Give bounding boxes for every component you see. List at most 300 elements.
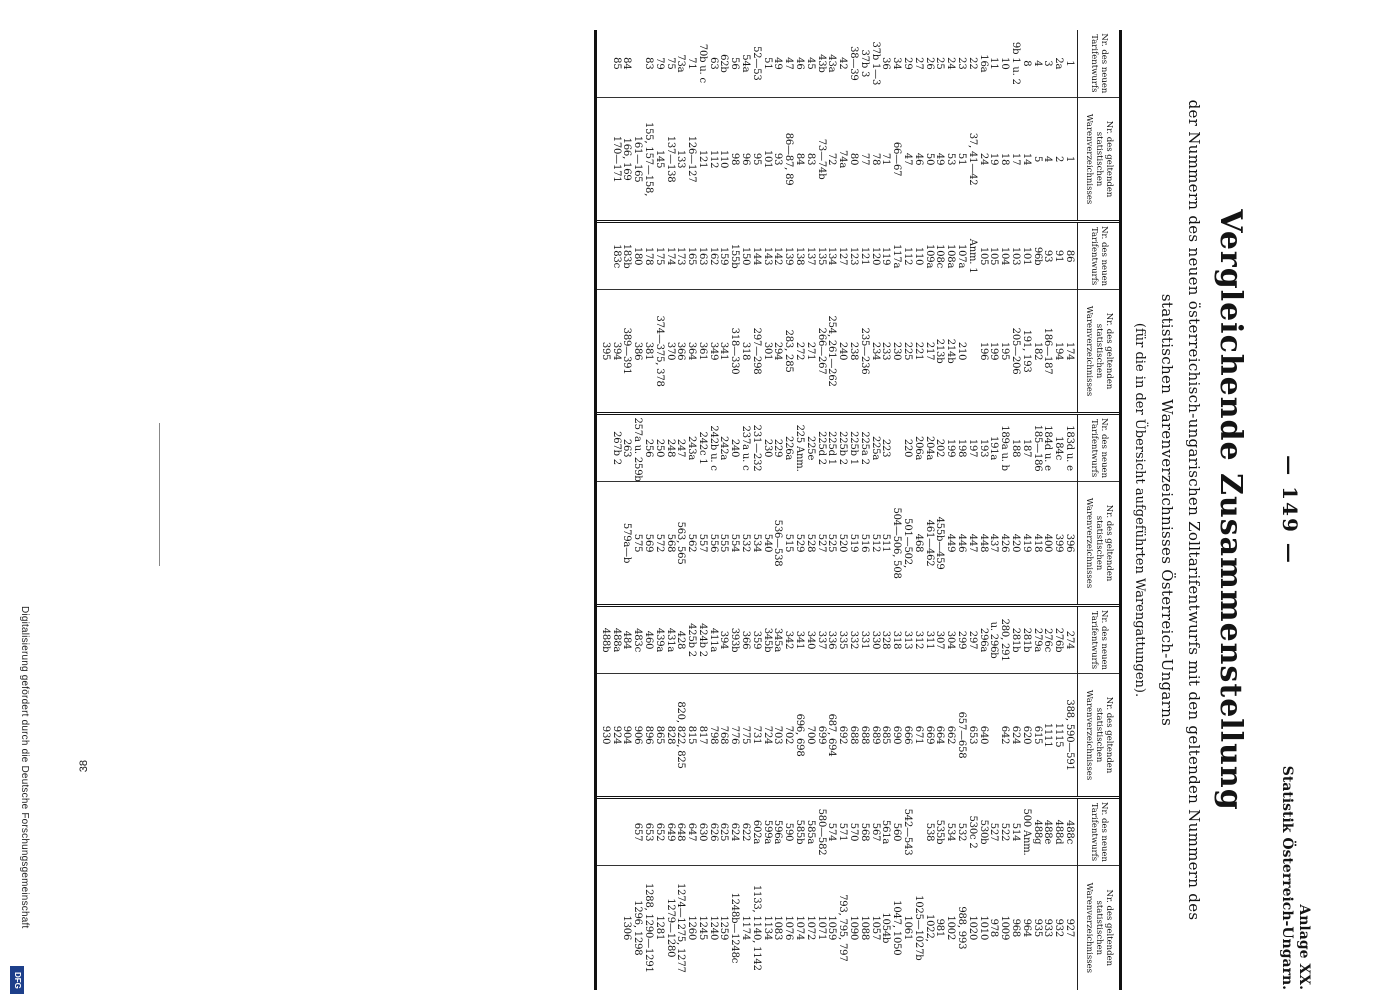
table-cell: 237a u. c (740, 425, 752, 471)
table-cell: 556 (707, 533, 719, 553)
scan-divider-line (159, 423, 160, 566)
page-subtitle: der Nummern des neuen österreichisch-ungarischen Zolltarifentwurfs mit den geltenden Nummern des statistischen Warenverzeichnisses Österreich-Ungarns (1158, 99, 1203, 921)
table-cell: 26 (923, 57, 935, 70)
table-cell: 103 (1010, 246, 1022, 266)
table-cell: 1279—1280 (664, 898, 676, 958)
table-cell: 221 (912, 341, 924, 361)
table-cell: 395 (599, 341, 611, 361)
table-cell: 527 (815, 533, 827, 553)
table-cell (988, 676, 999, 795)
table-cell: 630 (696, 822, 708, 842)
table-cell: 488c (1064, 820, 1075, 844)
table-cell: 820, 822, 825 (675, 701, 687, 769)
table-cell: 596a (772, 819, 784, 845)
table-cell: 183b (621, 243, 633, 269)
table-cell: 263 (621, 438, 633, 458)
table-cell: 225b 1 (848, 431, 860, 465)
header-tarif: Nr. des neuen Tarifentwurfs (1078, 222, 1120, 289)
table-cell: 195 (999, 341, 1011, 361)
table-cell: 535b (934, 819, 946, 845)
table-cell: 225e (804, 435, 816, 461)
table-cell: 280, 291 (999, 618, 1011, 662)
table-cell: 1072 (804, 915, 816, 941)
table-cell: 112 (902, 246, 914, 266)
table-cell: 522 (999, 822, 1011, 842)
table-cell: 126—127 (686, 135, 698, 183)
annex-subtitle: Statistik Österreich-Ungarn. (1279, 765, 1295, 990)
table-cell: 182 (1031, 341, 1043, 361)
table-cell: 331 (858, 630, 870, 650)
table-cell: 78 (869, 152, 881, 166)
table-cell: 46 (794, 57, 806, 70)
table-cell: 571 (837, 822, 849, 842)
table-cell: 488b (599, 627, 611, 653)
table-cell: 4 (1042, 156, 1054, 163)
table-cell: 230 (891, 341, 903, 361)
annex-label (1278, 766, 1312, 990)
table-cell: 437 (988, 533, 1000, 553)
table-cell: 624 (1010, 725, 1022, 745)
table-cell: 640 (977, 725, 989, 745)
table-cell: 424b 2 (696, 623, 708, 657)
table-cell: 1134 (761, 915, 773, 941)
table-cell: 557 (696, 533, 708, 553)
table-cell: 1010 (977, 915, 989, 941)
table-cell: 930 (599, 725, 611, 745)
table-cell: 183d u. e (1064, 425, 1075, 471)
table-cell: 150 (740, 246, 752, 266)
header-statistik: Nr. des geltenden statistischen Warenverzeichnisses (1078, 289, 1120, 414)
table-cell: 225d 2 (815, 431, 827, 465)
table-cell: 488d (1053, 819, 1065, 845)
table-cell: 166, 169 (621, 137, 633, 181)
table-cell: 189a u. b (999, 425, 1011, 471)
table-cell: 161—165 (632, 135, 644, 183)
table-cell: 1245 (696, 915, 708, 941)
table-cell: 178 (642, 246, 654, 266)
table-cell: 400 (1042, 533, 1054, 553)
table-cell: 364 (686, 341, 698, 361)
table-cell: 504—506, 508 (891, 507, 903, 579)
table-cell: 569 (642, 533, 654, 553)
table-cell: 439a (653, 627, 665, 653)
table-cell: 1260 (686, 915, 698, 941)
table-cell: 968 (1010, 918, 1022, 938)
table-cell: 101 (761, 149, 773, 169)
dfg-logo-icon: DFG (10, 966, 24, 994)
table-cell: 388, 590—591 (1064, 699, 1075, 771)
table-cell: 1083 (772, 915, 784, 941)
table-cell: 155b (729, 243, 741, 269)
table-cell: 117a (891, 243, 903, 269)
table-cell: 43b (815, 54, 827, 73)
table-cell: 924 (610, 725, 622, 745)
table-cell: 72 (826, 152, 838, 166)
column-statistik (597, 865, 1078, 990)
column-tarif (597, 222, 1078, 289)
table-cell: 266—267 (815, 327, 827, 375)
table-cell: 254, 261—262 (826, 315, 838, 387)
table-cell: 272 (794, 341, 806, 361)
table-cell: 345b (761, 627, 773, 653)
table-cell: 426 (999, 533, 1011, 553)
table-cell: 108a (945, 243, 957, 269)
table-cell: 107a (956, 243, 968, 269)
table-cell: 1088 (858, 915, 870, 941)
table-cell: 687, 694 (826, 713, 838, 757)
table-cell: 1306 (621, 915, 633, 941)
table-cell: 1074 (794, 915, 806, 941)
table-cell: 95 (750, 152, 762, 166)
table-cell: 568 (858, 822, 870, 842)
table-cell: 186—187 (1042, 327, 1054, 375)
table-cell: 96b (1031, 246, 1043, 266)
table-cell: 47 (783, 57, 795, 70)
table-cell: 248 (664, 438, 676, 458)
table-cell: 1057 (869, 915, 881, 941)
table-cell: 22 (966, 57, 978, 70)
table-cell: 460 (642, 630, 654, 650)
table-cell: 399 (1053, 533, 1065, 553)
table-cell: 532 (956, 822, 968, 842)
table-cell: 311 (923, 630, 935, 650)
table-cell: 1259 (718, 915, 730, 941)
table-cell: 560 (891, 822, 903, 842)
table-cell: 296a (977, 627, 989, 653)
table-cell: 906 (632, 725, 644, 745)
table-cell: 516 (858, 533, 870, 553)
table-cell: 9b 1 u. 2 (1010, 41, 1022, 85)
table-cell: 188 (1010, 438, 1022, 458)
table-cell: 71 (880, 152, 892, 166)
comparison-table-frame (594, 30, 1122, 990)
table-cell: 234 (869, 341, 881, 361)
table-cell: 98 (729, 152, 741, 166)
table-cell: 700 (804, 725, 816, 745)
table-cell: 501—502, (902, 518, 914, 568)
table-cell: 964 (1020, 918, 1032, 938)
table-cell: 359 (750, 630, 762, 650)
table-cell: 137 (804, 246, 816, 266)
table-cell: 225d 1 (826, 431, 838, 465)
table-cell: 173 (675, 246, 687, 266)
table-cell: 1061 (902, 915, 914, 941)
table-cell: u. 296b (988, 621, 1000, 659)
table-cell: 162 (707, 246, 719, 266)
table-cell: 37b 1—3 (869, 41, 881, 86)
table-cell: 202 (934, 438, 946, 458)
table-cell: 279a (1031, 627, 1043, 653)
header-statistik: Nr. des geltenden statistischen Warenverzeichnisses (1078, 97, 1120, 222)
table-cell: 198 (956, 438, 968, 458)
table-cell: 561a (880, 819, 892, 845)
table-cell: 14 (1020, 152, 1032, 166)
table-cell: 267b 2 (610, 431, 622, 465)
table-cell: 134 (826, 246, 838, 266)
table-cell: 206a (912, 435, 924, 461)
table-cell: 199 (988, 341, 1000, 361)
table-cell: 345a (772, 627, 784, 653)
table-cell: 223 (880, 438, 892, 458)
table-cell: 671 (912, 725, 924, 745)
page-number: — 149 — (1278, 455, 1302, 565)
table-cell: 123 (848, 246, 860, 266)
table-cell: 213b (934, 338, 946, 364)
table-cell: 776 (729, 725, 741, 745)
table-cell: 34 (891, 57, 903, 70)
header-statistik: Nr. des geltenden statistischen Warenverzeichnisses (1078, 865, 1120, 990)
table-cell: 896 (642, 725, 654, 745)
table-cell: 144 (750, 246, 762, 266)
table-cell: 431a (664, 627, 676, 653)
table-cell: 1076 (783, 915, 795, 941)
table-cell: 281b (1010, 627, 1022, 653)
table-cell: 933 (1042, 918, 1054, 938)
table-cell: 653 (966, 725, 978, 745)
table-cell: 163 (696, 246, 708, 266)
table-cell: 83 (804, 152, 816, 166)
table-cell: 139 (783, 246, 795, 266)
table-cell: 142 (772, 246, 784, 266)
table-cell: 18 (999, 152, 1011, 166)
table-cell: 84 (794, 152, 806, 166)
table-cell: 828 (664, 725, 676, 745)
table-cell: 10 (999, 57, 1011, 70)
table-cell: 484 (621, 630, 633, 650)
table-cell: 174 (664, 246, 676, 266)
annex-title: Anlage XX. (1296, 904, 1312, 990)
table-cell: 514 (1010, 822, 1022, 842)
table-cell: 52—53 (750, 46, 762, 81)
table-cell: 184d u. e (1042, 425, 1054, 471)
table-cell: 112 (707, 149, 719, 169)
table-cell: 798 (707, 725, 719, 745)
table-cell: 217 (923, 341, 935, 361)
table-cell: 567 (869, 822, 881, 842)
table-cell: 562 (686, 533, 698, 553)
table-cell: 530c 2 (966, 815, 978, 849)
table-cell: 294 (772, 341, 784, 361)
table-cell: 483c (632, 628, 644, 652)
table-cell: 393b (729, 627, 741, 653)
table-cell: 83 (642, 57, 654, 70)
digitization-credit-strip (6, 0, 30, 1000)
table-cell: 579a—b (621, 522, 633, 564)
table-cell: 978 (988, 918, 1000, 938)
table-cell: 538 (923, 822, 935, 842)
table-cell: 932 (1053, 918, 1065, 938)
table-cell: 542—543 (902, 808, 914, 856)
table-cell: 70b u. c (696, 43, 708, 83)
table-cell: 428 (675, 630, 687, 650)
table-cell: 242a (718, 435, 730, 461)
table-cell: 699 (815, 725, 827, 745)
table-cell: 793, 795, 797 (837, 894, 849, 962)
table-cell: 250 (653, 438, 665, 458)
table-cell: 2a (1053, 57, 1065, 70)
table-cell: 370 (664, 341, 676, 361)
table-cell: 775 (740, 725, 752, 745)
table-cell: 37b 3 (858, 49, 870, 78)
table-cell: 197 (966, 438, 978, 458)
table-cell: 93 (1042, 249, 1054, 263)
table-cell: 301 (761, 341, 773, 361)
table-cell: 615 (1031, 725, 1043, 745)
table-cell: 1022, (923, 913, 935, 942)
column-statistik (597, 289, 1078, 414)
page-note: (für die in der Übersicht aufgeführten Warengattungen). (1132, 322, 1147, 698)
table-cell: 536—538 (772, 519, 784, 567)
header-statistik: Nr. des geltenden statistischen Warenverzeichnisses (1078, 673, 1120, 798)
table-cell: 180 (632, 246, 644, 266)
table-cell: 193 (977, 438, 989, 458)
table-cell: 534 (945, 822, 957, 842)
comparison-table (597, 30, 1119, 990)
table-cell: 283, 285 (783, 329, 795, 373)
table-cell: 500 Anm. (1020, 808, 1032, 856)
table-cell: 19 (988, 152, 1000, 166)
table-cell: 91 (1053, 249, 1065, 263)
table-cell: 570 (848, 822, 860, 842)
table-cell: 622 (740, 822, 752, 842)
table-cell: 731 (750, 725, 762, 745)
table-cell: 1 (1064, 156, 1075, 163)
table-cell: 127 (837, 246, 849, 266)
table-cell: 555 (718, 533, 730, 553)
table-cell: 233 (880, 341, 892, 361)
table-cell: 449 (945, 533, 957, 553)
column-statistik (597, 673, 1078, 798)
table-cell: 528 (804, 533, 816, 553)
table-cell: 276c (1042, 628, 1054, 652)
table-cell: 374—375, 378 (653, 315, 665, 387)
table-cell: 685 (880, 725, 892, 745)
column-statistik (597, 97, 1078, 222)
table-cell: 657—658 (956, 711, 968, 759)
table-cell: 62b (718, 54, 730, 73)
table-cell: 394 (610, 341, 622, 361)
table-cell: 575 (632, 533, 644, 553)
table-cell: 307 (934, 630, 946, 650)
table-cell: 585b (794, 819, 806, 845)
table-cell: 328 (880, 630, 892, 650)
table-cell: 381 (642, 341, 654, 361)
table-cell: 238 (848, 341, 860, 361)
table-cell: 25 (934, 57, 946, 70)
table-cell: 419 (1020, 533, 1032, 553)
table-cell: 642 (999, 725, 1011, 745)
table-cell: 1133, 1140, 1142 (750, 884, 762, 971)
table-cell: 119 (880, 246, 892, 266)
table-cell: 225b 2 (837, 431, 849, 465)
table-cell: 199 (945, 438, 957, 458)
table-cell: 191a (988, 435, 1000, 461)
table-cell: 768 (718, 725, 730, 745)
table-cell: 133 (675, 149, 687, 169)
table-cell: 170—171 (610, 135, 622, 183)
table-cell: 73—74b (815, 138, 827, 180)
table-cell: 110 (912, 246, 924, 266)
table-cell: 519 (848, 533, 860, 553)
table-cell: 649 (664, 822, 676, 842)
table-cell: 662 (945, 725, 957, 745)
table-cell: 155, 157—158, (642, 121, 654, 197)
table-cell: 624 (729, 822, 741, 842)
table-cell: 51 (956, 152, 968, 166)
table-cell: 24 (945, 57, 957, 70)
table-cell: 488g (1031, 819, 1043, 845)
header-statistik: Nr. des geltenden statistischen Warenverzeichnisses (1078, 481, 1120, 606)
table-cell: 865 (653, 725, 665, 745)
table-cell: 138 (794, 246, 806, 266)
table-cell: 11 (988, 57, 1000, 70)
table-cell: 337 (815, 630, 827, 650)
column-statistik (597, 481, 1078, 606)
table-cell: 647 (686, 822, 698, 842)
table-cell: 257a u. 259b (632, 417, 644, 482)
table-cell: 318 (740, 341, 752, 361)
table-cell: 1240 (707, 915, 719, 941)
table-cell: 135 (815, 246, 827, 266)
table-cell: 225 (902, 341, 914, 361)
table-cell: 690 (891, 725, 903, 745)
table-cell: 53 (945, 152, 957, 166)
table-cell: 204a (923, 435, 935, 461)
table-cell: 366 (675, 341, 687, 361)
table-cell: 515 (783, 533, 795, 553)
table-header-row (1078, 30, 1120, 990)
page-title: Vergleichende Zusammenstellung (1213, 209, 1248, 811)
table-cell: 1288, 1290—1291 (642, 882, 654, 973)
table-cell: 425b 2 (686, 623, 698, 657)
table-cell: 312 (912, 630, 924, 650)
table-cell: 8 (1020, 60, 1032, 67)
table-cell: 448 (977, 533, 989, 553)
table-cell: 210 (956, 341, 968, 361)
table-cell: 24 (977, 152, 989, 166)
table-cell: 447 (966, 533, 978, 553)
table-cell: 230 (761, 438, 773, 458)
table-cell: 16a (977, 54, 989, 73)
table-cell: 568 (664, 533, 676, 553)
table-cell: 175 (653, 246, 665, 266)
table-cell: 724 (761, 725, 773, 745)
table-cell: 86—87, 89 (783, 132, 795, 186)
table-cell: 3 (1042, 60, 1054, 67)
table-cell: 1059 (826, 915, 838, 941)
table-cell: 225a 2 (858, 431, 870, 465)
table-cell: 231—232 (750, 424, 762, 472)
table-cell: 50 (923, 152, 935, 166)
table-cell: 79 (653, 57, 665, 70)
table-cell: 159 (718, 246, 730, 266)
table-cell: 411a (707, 627, 719, 653)
table-cell: 242c 1 (696, 431, 708, 465)
table-cell: 23 (956, 57, 968, 70)
table-cell: 657 (632, 822, 644, 842)
table-cell: 527 (988, 822, 1000, 842)
table-cell: 196 (977, 341, 989, 361)
table-cell: 340 (804, 630, 816, 650)
table-cell: 220 (902, 438, 914, 458)
table-cell: 93 (772, 152, 784, 166)
table-cell: 1248b—1248c (729, 892, 741, 964)
table-cell: 540 (761, 533, 773, 553)
table-cell: 1174 (740, 915, 752, 941)
table-cell: 688 (848, 725, 860, 745)
column-tarif (597, 798, 1078, 865)
table-cell: 101 (1020, 246, 1032, 266)
